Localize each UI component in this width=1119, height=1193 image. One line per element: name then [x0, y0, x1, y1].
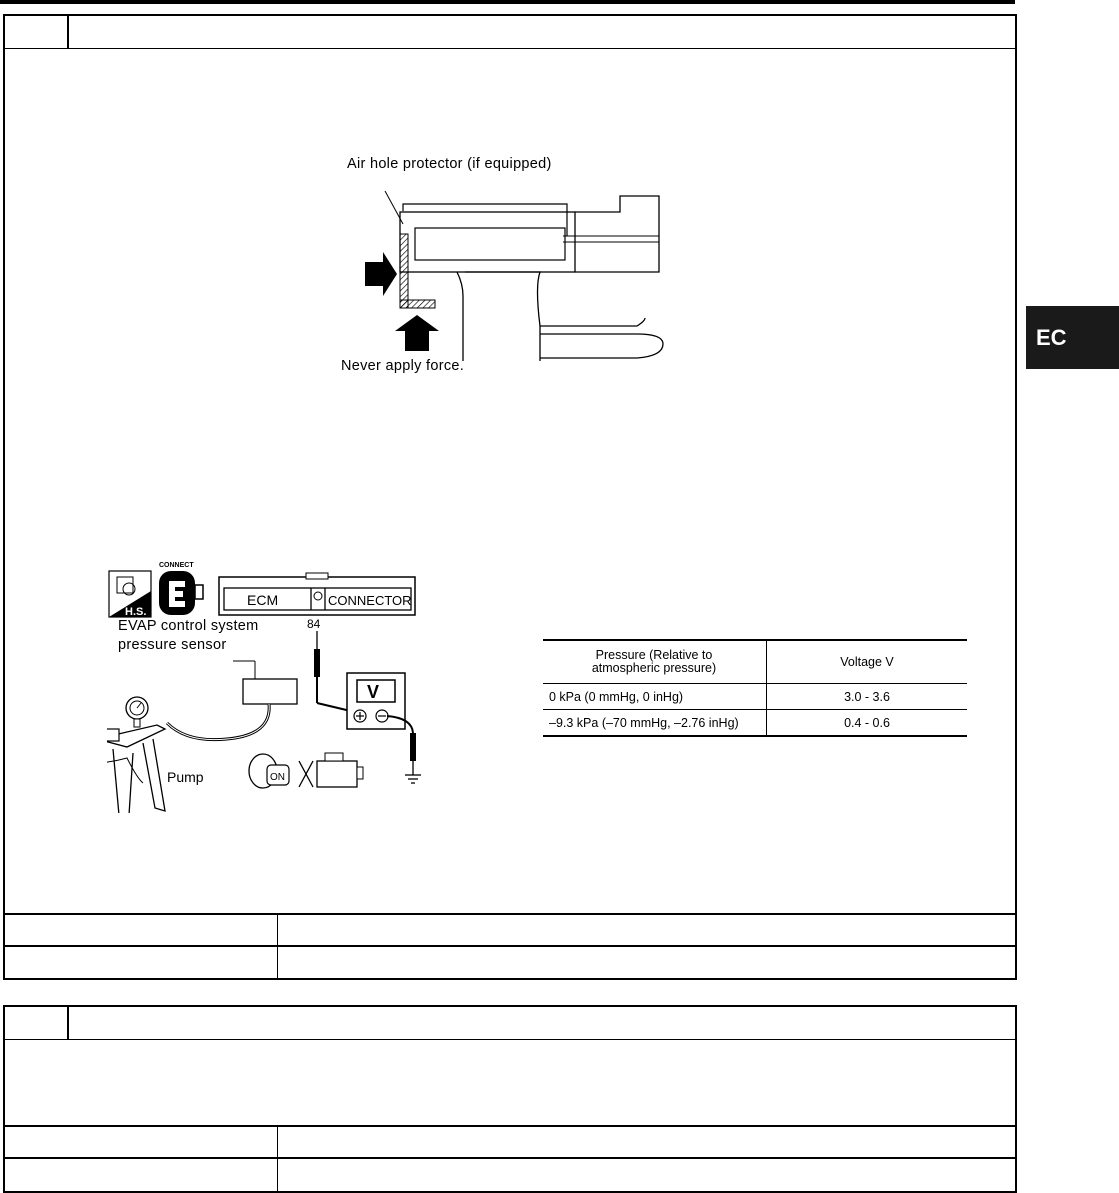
hs-icon [109, 571, 151, 618]
air-hole-protector-label: Air hole protector (if equipped) [347, 156, 552, 172]
vacuum-pump-icon [107, 697, 165, 813]
table-row [543, 684, 967, 710]
step-header [5, 1007, 1015, 1040]
top-rule [0, 0, 1015, 4]
result-row-ok [5, 1125, 1015, 1159]
svg-text:V: V [367, 682, 380, 702]
section-tab-label: EC [1036, 324, 1067, 350]
voltage-cell: 0.4 - 0.6 [767, 710, 968, 737]
svg-text:H.S.: H.S. [125, 606, 147, 618]
svg-text:Pump: Pump [167, 769, 204, 785]
result-label-cell [5, 1127, 278, 1159]
voltage-cell: 3.0 - 3.6 [767, 684, 968, 710]
voltage-column-header: Voltage V [767, 640, 968, 684]
pressure-column-header: Pressure (Relative to atmospheric pressure) [543, 640, 767, 684]
engine-icon [299, 753, 363, 787]
never-apply-force-label: Never apply force. [341, 358, 465, 374]
result-label-cell [5, 947, 278, 979]
result-row-ng [5, 1157, 1015, 1191]
svg-text:ON: ON [270, 772, 285, 783]
result-label-cell [5, 1159, 278, 1191]
pressure-sensor-box [243, 679, 297, 704]
svg-text:84: 84 [307, 617, 321, 631]
section-tab-ec[interactable] [1026, 306, 1119, 369]
ignition-key-on-icon [249, 754, 289, 788]
voltage-check-figure [107, 553, 427, 813]
svg-text:CONNECTOR: CONNECTOR [328, 593, 412, 608]
result-label-cell [5, 915, 278, 947]
connect-icon [159, 562, 203, 615]
evap-sensor-label-line1: EVAP control system [118, 618, 259, 634]
next-step-box [3, 1005, 1017, 1193]
pressure-voltage-table [543, 639, 967, 737]
svg-text:CONNECT: CONNECT [159, 562, 194, 569]
step-number-cell [5, 1007, 69, 1039]
pressure-cell: –9.3 kPa (–70 mmHg, –2.76 inHg) [543, 710, 767, 737]
result-row-ng [5, 945, 1015, 979]
step-header [5, 16, 1015, 49]
step-number-cell [5, 16, 69, 48]
result-row-ok [5, 913, 1015, 947]
evap-sensor-label-line2: pressure sensor [118, 637, 227, 653]
force-arrow-up-icon [395, 315, 439, 351]
force-arrow-right-icon [365, 252, 397, 296]
table-header-row [543, 640, 967, 684]
pressure-cell: 0 kPa (0 mmHg, 0 inHg) [543, 684, 767, 710]
table-row [543, 710, 967, 737]
inspection-step-box [3, 14, 1017, 980]
svg-text:ECM: ECM [247, 592, 279, 608]
pressure-sensor-figure [345, 176, 675, 361]
